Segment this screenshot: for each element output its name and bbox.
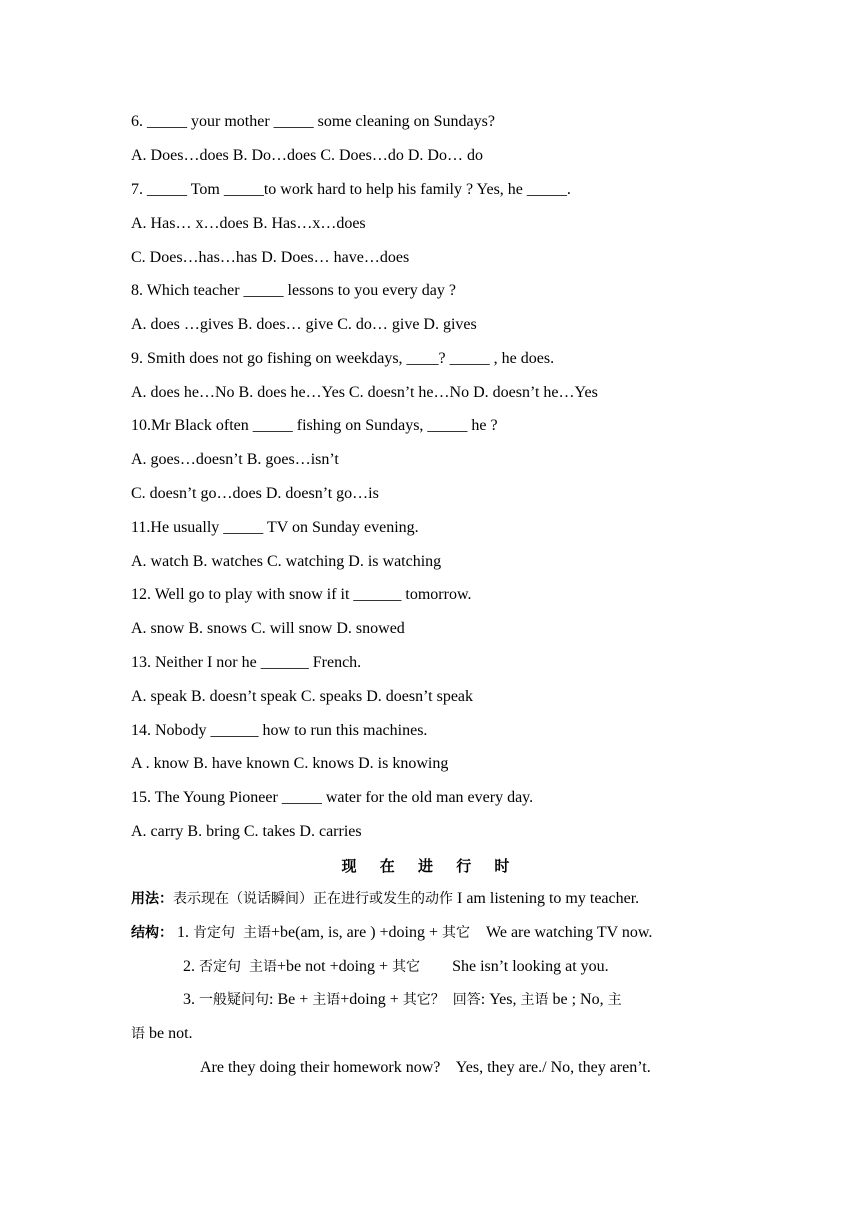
question-10-options-1: A. goes…doesn’t B. goes…isn’t	[131, 451, 339, 468]
structure-3-formula-2: +doing +	[340, 991, 399, 1008]
structure-3-colon: :	[269, 991, 274, 1008]
structure-3-yes-subject: 主语	[520, 992, 549, 1008]
question-13: 13. Neither I nor he ______ French.	[131, 654, 362, 671]
question-10-options-2: C. doesn’t go…does D. doesn’t go…is	[131, 485, 379, 502]
question-10: 10.Mr Black often _____ fishing on Sundays, _____ he ?	[131, 417, 498, 434]
structure-1-type: 肯定句	[193, 925, 235, 941]
question-11: 11.He usually _____ TV on Sunday evening.	[131, 519, 419, 536]
structure-line-3	[183, 990, 622, 1010]
question-6: 6. _____ your mother _____ some cleaning on Sundays?	[131, 113, 495, 130]
question-8-options: A. does …gives B. does… give C. do… give D. gives	[131, 316, 477, 333]
structure-3-subject: 主语	[312, 992, 341, 1008]
structure-3-cont-subject: 语	[131, 1026, 145, 1042]
question-11-options: A. watch B. watches C. watching D. is watching	[131, 553, 442, 570]
usage-line	[131, 889, 639, 909]
structure-2-number: 2.	[183, 958, 195, 975]
structure-label: 结构：	[131, 925, 173, 941]
question-9-options: A. does he…No B. does he…Yes C. doesn’t he…No D. doesn’t he…Yes	[131, 384, 598, 401]
question-12: 12. Well go to play with snow if it ______ tomorrow.	[131, 586, 472, 603]
structure-3-yes-be: be ;	[552, 991, 577, 1008]
structure-3-formula: Be +	[277, 991, 309, 1008]
structure-line-3-continued	[131, 1024, 193, 1044]
question-7-options-2: C. Does…has…has D. Does… have…does	[131, 249, 410, 266]
question-15-options: A. carry B. bring C. takes D. carries	[131, 823, 362, 840]
usage-label: 用法：	[131, 891, 173, 907]
example-question: Are they doing their homework now?	[200, 1059, 441, 1076]
usage-description: 表示现在（说话瞬间）正在进行或发生的动作	[173, 891, 453, 907]
section-title: 现 在 进 行 时	[341, 857, 519, 875]
structure-3-answer-colon: :	[480, 991, 486, 1008]
structure-line-2	[183, 957, 609, 977]
structure-3-cont: be not.	[149, 1025, 193, 1042]
structure-2-other: 其它	[392, 959, 421, 975]
structure-3-number: 3.	[183, 991, 195, 1008]
structure-3-type: 一般疑问句	[199, 992, 269, 1008]
question-6-options: A. Does…does B. Do…does C. Does…do D. Do… do	[131, 147, 483, 164]
question-13-options: A. speak B. doesn’t speak C. speaks D. doesn’t speak	[131, 688, 474, 705]
structure-2-subject: 主语	[249, 959, 277, 975]
question-14-options: A . know B. have known C. knows D. is knowing	[131, 755, 449, 772]
question-9: 9. Smith does not go fishing on weekdays, ____? _____ , he does.	[131, 350, 555, 367]
example-answer: Yes, they are./ No, they aren’t.	[455, 1059, 651, 1076]
structure-3-no: No,	[580, 991, 604, 1008]
structure-1-number: 1.	[177, 924, 189, 941]
example-line	[200, 1058, 651, 1078]
question-7-options-1: A. Has… x…does B. Has…x…does	[131, 215, 366, 232]
structure-1-subject: 主语	[243, 925, 271, 941]
structure-3-no-subject: 主	[607, 992, 622, 1008]
structure-2-type: 否定句	[199, 959, 241, 975]
question-14: 14. Nobody ______ how to run this machines.	[131, 722, 428, 739]
structure-2-formula: +be not +doing +	[277, 958, 389, 975]
structure-1-example: We are watching TV now.	[486, 924, 653, 941]
question-8: 8. Which teacher _____ lessons to you every day ?	[131, 282, 456, 299]
structure-3-yes: Yes,	[489, 991, 517, 1008]
structure-3-answer-label: 回答	[452, 992, 481, 1008]
question-12-options: A. snow B. snows C. will snow D. snowed	[131, 620, 405, 637]
structure-3-other: 其它？	[402, 992, 445, 1008]
structure-2-example: She isn’t looking at you.	[452, 958, 609, 975]
question-15: 15. The Young Pioneer _____ water for the old man every day.	[131, 789, 534, 806]
structure-1-formula: +be(am, is, are ) +doing +	[271, 924, 439, 941]
usage-example: I am listening to my teacher.	[457, 890, 640, 907]
question-7: 7. _____ Tom _____to work hard to help his family ? Yes, he _____.	[131, 181, 571, 198]
structure-1-other: 其它	[442, 925, 471, 941]
structure-line-1	[131, 923, 652, 943]
